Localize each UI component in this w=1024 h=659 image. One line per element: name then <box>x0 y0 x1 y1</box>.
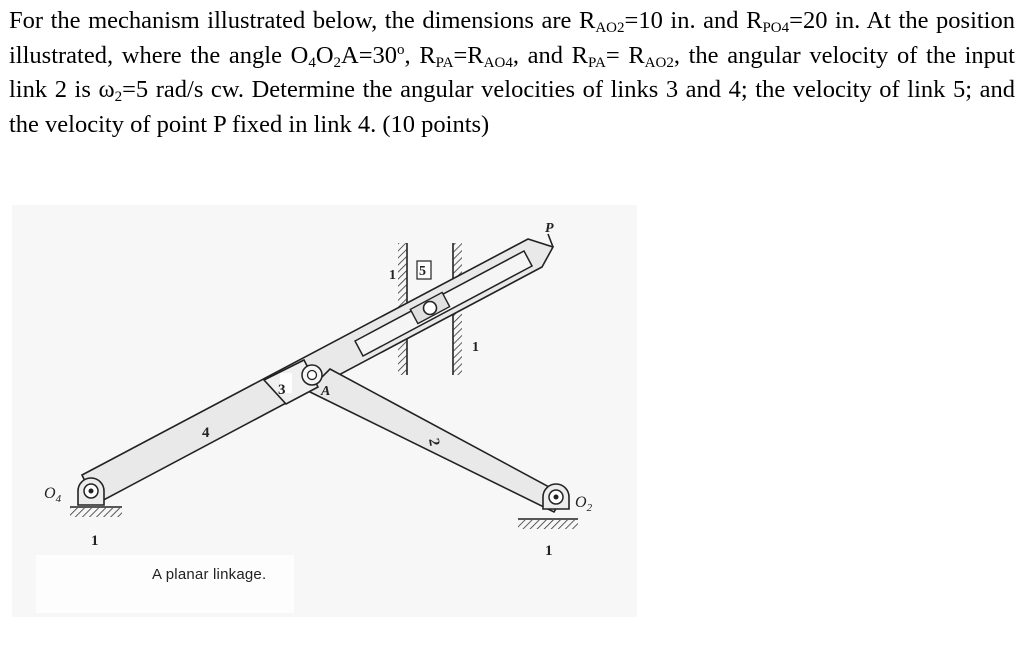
problem-text: =20 in. At the position illustrated, where the angle O <box>9 7 1015 69</box>
label-o4-main: O <box>44 485 56 502</box>
problem-text: For the mechanism illustrated below, the dimensions are R <box>9 7 596 34</box>
label-point-p: P <box>545 221 554 236</box>
subscript: PO4 <box>762 20 790 36</box>
subscript: AO4 <box>483 54 513 71</box>
caption-box <box>36 555 294 613</box>
problem-text: O <box>315 41 334 69</box>
label-link-1-left: 1 <box>91 533 99 549</box>
label-link-1-guide-left: 1 <box>389 268 396 283</box>
problem-text: , R <box>404 41 436 69</box>
subscript: 2 <box>114 89 123 105</box>
label-link-3: 3 <box>278 382 286 398</box>
problem-text: A=30 <box>341 41 398 69</box>
subscript: AO2 <box>595 20 625 36</box>
degree-symbol: o <box>397 41 405 58</box>
subscript: 4 <box>308 54 316 71</box>
label-o2 <box>575 494 593 514</box>
label-o4-sub: 4 <box>55 493 62 505</box>
problem-text: = R <box>605 41 645 69</box>
problem-text: , the angular velocity of the input link 2 is ω <box>9 41 1015 103</box>
subscript: PA <box>435 54 454 71</box>
problem-text: =10 in. and R <box>624 7 763 34</box>
problem-text: =5 rad/s cw. Determine the angular velocities of links 3 and 4; the velocity of link 5; and the velocity of point P fixed in link 4. (10 points) <box>9 76 1015 138</box>
label-o2-main: O <box>575 494 587 511</box>
problem-statement <box>9 4 1015 142</box>
linkage-figure <box>12 205 637 617</box>
problem-text: , and R <box>512 41 589 69</box>
subscript: 2 <box>333 54 342 71</box>
problem-text: =R <box>453 41 484 69</box>
label-link-2: 2 <box>425 437 443 448</box>
label-link-1-guide-right: 1 <box>472 340 479 355</box>
label-o4 <box>44 485 62 505</box>
label-o2-sub: 2 <box>586 502 593 514</box>
label-link-5: 5 <box>419 264 426 279</box>
label-point-a: A <box>321 384 331 399</box>
subscript: AO2 <box>644 54 674 71</box>
label-link-4: 4 <box>202 425 210 441</box>
subscript: PA <box>588 54 606 71</box>
label-link-1-right: 1 <box>545 543 553 559</box>
figure-caption: A planar linkage. <box>152 566 267 583</box>
